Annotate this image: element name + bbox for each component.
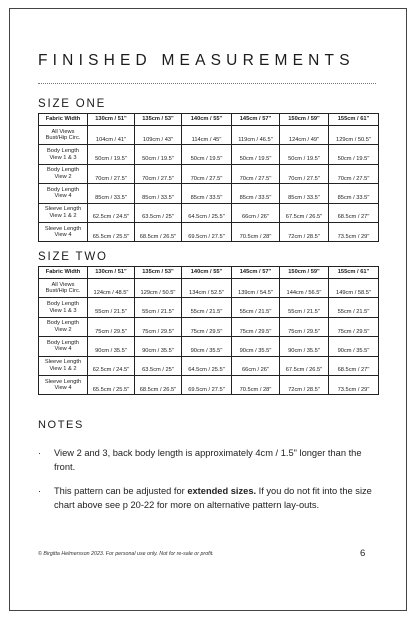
header-cell: 140cm / 55" xyxy=(182,267,232,279)
measurement-cell: 129cm / 50.5" xyxy=(135,279,182,298)
measurement-cell: 90cm / 35.5" xyxy=(88,337,135,356)
measurement-cell: 70.5cm / 28" xyxy=(232,375,280,394)
measurement-cell: 55cm / 21.5" xyxy=(135,298,182,317)
measurement-cell: 90cm / 35.5" xyxy=(232,337,280,356)
row-label xyxy=(39,164,88,183)
row-label-line: Sleeve Length xyxy=(44,359,82,366)
measurement-cell: 134cm / 52.5" xyxy=(182,279,232,298)
header-cell: 135cm / 53" xyxy=(135,114,182,126)
header-cell: Fabric Width xyxy=(39,114,88,126)
bullet-icon: · xyxy=(38,486,42,496)
measurement-cell: 90cm / 35.5" xyxy=(135,337,182,356)
header-cell: 130cm / 51" xyxy=(88,267,135,279)
measurement-cell: 124cm / 49" xyxy=(280,126,329,145)
header-cell: 155cm / 61" xyxy=(329,114,379,126)
measurement-cell: 104cm / 41" xyxy=(88,126,135,145)
row-label-line: View 4 xyxy=(54,346,72,353)
measurement-cell: 90cm / 35.5" xyxy=(182,337,232,356)
row-label-line: Body Length xyxy=(47,167,79,174)
measurement-cell: 68.5cm / 26.5" xyxy=(135,222,182,241)
note-text xyxy=(54,484,378,512)
header-cell: 155cm / 61" xyxy=(329,267,379,279)
measurement-cell: 75cm / 29.5" xyxy=(182,317,232,336)
measurement-cell: 68.5cm / 26.5" xyxy=(135,375,182,394)
measurement-cell: 65.5cm / 25.5" xyxy=(88,222,135,241)
table-row xyxy=(39,126,379,145)
row-label-line: View 1 & 2 xyxy=(49,212,77,219)
measurement-cell: 90cm / 35.5" xyxy=(280,337,329,356)
row-label-line: View 1 & 3 xyxy=(49,307,77,314)
measurement-cell: 69.5cm / 27.5" xyxy=(182,375,232,394)
row-label-line: All Views xyxy=(51,128,75,135)
measurement-cell: 75cm / 29.5" xyxy=(88,317,135,336)
row-label-line: View 1 & 2 xyxy=(49,365,77,372)
measurement-cell: 73.5cm / 29" xyxy=(329,222,379,241)
note-emphasis: extended sizes. xyxy=(187,486,257,496)
size-one-table xyxy=(38,113,379,242)
measurement-cell: 75cm / 29.5" xyxy=(280,317,329,336)
row-label-line: Body Length xyxy=(47,320,79,327)
measurement-cell: 68.5cm / 27" xyxy=(329,203,379,222)
row-label xyxy=(39,298,88,317)
measurement-cell: 67.5cm / 26.5" xyxy=(280,356,329,375)
note-text-part: This pattern can be adjusted for xyxy=(54,486,188,496)
measurement-cell: 73.5cm / 29" xyxy=(329,375,379,394)
row-label-line: Body Length xyxy=(47,186,79,193)
measurement-cell: 55cm / 21.5" xyxy=(88,298,135,317)
bullet-icon: · xyxy=(38,448,42,458)
measurement-cell: 62.5cm / 24.5" xyxy=(88,356,135,375)
row-label-line: View 1 & 3 xyxy=(49,154,77,161)
measurement-cell: 85cm / 33.5" xyxy=(232,184,280,203)
header-row xyxy=(39,114,379,126)
row-label-line: Body Length xyxy=(47,339,79,346)
row-label-line: View 4 xyxy=(54,385,72,392)
table-row xyxy=(39,164,379,183)
row-label-line: View 2 xyxy=(54,173,72,180)
row-label xyxy=(39,279,88,298)
measurement-cell: 66cm / 26" xyxy=(232,356,280,375)
page-number: 6 xyxy=(360,548,366,559)
header-cell: Fabric Width xyxy=(39,267,88,279)
header-cell: 140cm / 55" xyxy=(182,114,232,126)
table-row xyxy=(39,298,379,317)
measurement-cell: 63.5cm / 25" xyxy=(135,356,182,375)
row-label xyxy=(39,375,88,394)
measurement-cell: 85cm / 33.5" xyxy=(182,184,232,203)
measurement-cell: 75cm / 29.5" xyxy=(232,317,280,336)
measurement-cell: 139cm / 54.5" xyxy=(232,279,280,298)
measurement-cell: 55cm / 21.5" xyxy=(280,298,329,317)
header-cell: 150cm / 59" xyxy=(280,114,329,126)
header-cell: 150cm / 59" xyxy=(280,267,329,279)
measurement-cell: 109cm / 43" xyxy=(135,126,182,145)
row-label xyxy=(39,356,88,375)
measurement-cell: 64.5cm / 25.5" xyxy=(182,356,232,375)
measurement-cell: 62.5cm / 24.5" xyxy=(88,203,135,222)
size-one-heading: SIZE ONE xyxy=(38,98,107,110)
row-label-line: Body Length xyxy=(47,301,79,308)
row-label-line: Bust/Hip Circ. xyxy=(45,288,81,295)
measurement-cell: 72cm / 28.5" xyxy=(280,222,329,241)
table-row xyxy=(39,222,379,241)
row-label-line: Sleeve Length xyxy=(44,378,82,385)
measurement-cell: 66cm / 26" xyxy=(232,203,280,222)
row-label xyxy=(39,203,88,222)
row-label xyxy=(39,126,88,145)
measurement-cell: 64.5cm / 25.5" xyxy=(182,203,232,222)
note-text-part: If you do not fit into the size chart above see p 20-22 for more on alternative pattern lay-outs. xyxy=(54,486,372,510)
measurement-cell: 55cm / 21.5" xyxy=(182,298,232,317)
header-cell: 145cm / 57" xyxy=(232,267,280,279)
row-label-line: View 4 xyxy=(54,193,72,200)
measurement-cell: 55cm / 21.5" xyxy=(232,298,280,317)
measurement-cell: 70cm / 27.5" xyxy=(280,164,329,183)
table-row xyxy=(39,279,379,298)
measurement-cell: 65.5cm / 25.5" xyxy=(88,375,135,394)
page-title: FINISHED MEASUREMENTS xyxy=(38,52,355,69)
row-label-line: Sleeve Length xyxy=(44,206,82,213)
measurement-cell: 85cm / 33.5" xyxy=(329,184,379,203)
measurement-cell: 70cm / 27.5" xyxy=(88,164,135,183)
copyright-footer: © Birgitta Helmersson 2023. For personal use only. Not for re-sale or profit. xyxy=(38,551,214,557)
size-two-table xyxy=(38,266,379,395)
row-label xyxy=(39,337,88,356)
measurement-cell: 129cm / 50.5" xyxy=(329,126,379,145)
measurement-cell: 70cm / 27.5" xyxy=(182,164,232,183)
measurement-cell: 63.5cm / 25" xyxy=(135,203,182,222)
row-label-line: View 4 xyxy=(54,232,72,239)
note-item xyxy=(38,446,378,474)
row-label xyxy=(39,222,88,241)
measurement-cell: 75cm / 29.5" xyxy=(135,317,182,336)
table-row xyxy=(39,145,379,164)
row-label-line: View 2 xyxy=(54,326,72,333)
measurement-cell: 70cm / 27.5" xyxy=(135,164,182,183)
row-label xyxy=(39,184,88,203)
table-row xyxy=(39,337,379,356)
measurement-cell: 85cm / 33.5" xyxy=(88,184,135,203)
measurement-cell: 70cm / 27.5" xyxy=(329,164,379,183)
measurement-cell: 85cm / 33.5" xyxy=(135,184,182,203)
measurement-cell: 50cm / 19.5" xyxy=(182,145,232,164)
header-cell: 135cm / 53" xyxy=(135,267,182,279)
row-label-line: All Views xyxy=(51,281,75,288)
row-label xyxy=(39,145,88,164)
row-label-line: Body Length xyxy=(47,148,79,155)
header-cell: 130cm / 51" xyxy=(88,114,135,126)
measurement-cell: 144cm / 56.5" xyxy=(280,279,329,298)
row-label-line: Bust/Hip Circ. xyxy=(45,135,81,142)
note-item xyxy=(38,484,378,512)
measurement-cell: 67.5cm / 26.5" xyxy=(280,203,329,222)
measurement-cell: 50cm / 19.5" xyxy=(135,145,182,164)
measurement-cell: 50cm / 19.5" xyxy=(232,145,280,164)
measurement-cell: 50cm / 19.5" xyxy=(329,145,379,164)
measurement-cell: 90cm / 35.5" xyxy=(329,337,379,356)
measurement-cell: 85cm / 33.5" xyxy=(280,184,329,203)
header-row xyxy=(39,267,379,279)
measurement-cell: 68.5cm / 27" xyxy=(329,356,379,375)
measurement-cell: 72cm / 28.5" xyxy=(280,375,329,394)
note-text: View 2 and 3, back body length is approximately 4cm / 1.5" longer than the front. xyxy=(54,448,362,472)
table-row xyxy=(39,184,379,203)
measurement-cell: 70.5cm / 28" xyxy=(232,222,280,241)
table-row xyxy=(39,356,379,375)
measurement-cell: 124cm / 48.5" xyxy=(88,279,135,298)
table-row xyxy=(39,317,379,336)
header-cell: 145cm / 57" xyxy=(232,114,280,126)
measurement-cell: 50cm / 19.5" xyxy=(280,145,329,164)
measurement-cell: 114cm / 45" xyxy=(182,126,232,145)
notes-heading: NOTES xyxy=(38,419,84,431)
table-row xyxy=(39,203,379,222)
measurement-cell: 75cm / 29.5" xyxy=(329,317,379,336)
measurement-cell: 149cm / 58.5" xyxy=(329,279,379,298)
row-label-line: Sleeve Length xyxy=(44,225,82,232)
dotted-divider xyxy=(38,83,376,84)
size-two-heading: SIZE TWO xyxy=(38,251,108,263)
row-label xyxy=(39,317,88,336)
measurement-cell: 55cm / 21.5" xyxy=(329,298,379,317)
measurement-cell: 119cm / 46.5" xyxy=(232,126,280,145)
measurement-cell: 50cm / 19.5" xyxy=(88,145,135,164)
measurement-cell: 69.5cm / 27.5" xyxy=(182,222,232,241)
measurement-cell: 70cm / 27.5" xyxy=(232,164,280,183)
table-row xyxy=(39,375,379,394)
